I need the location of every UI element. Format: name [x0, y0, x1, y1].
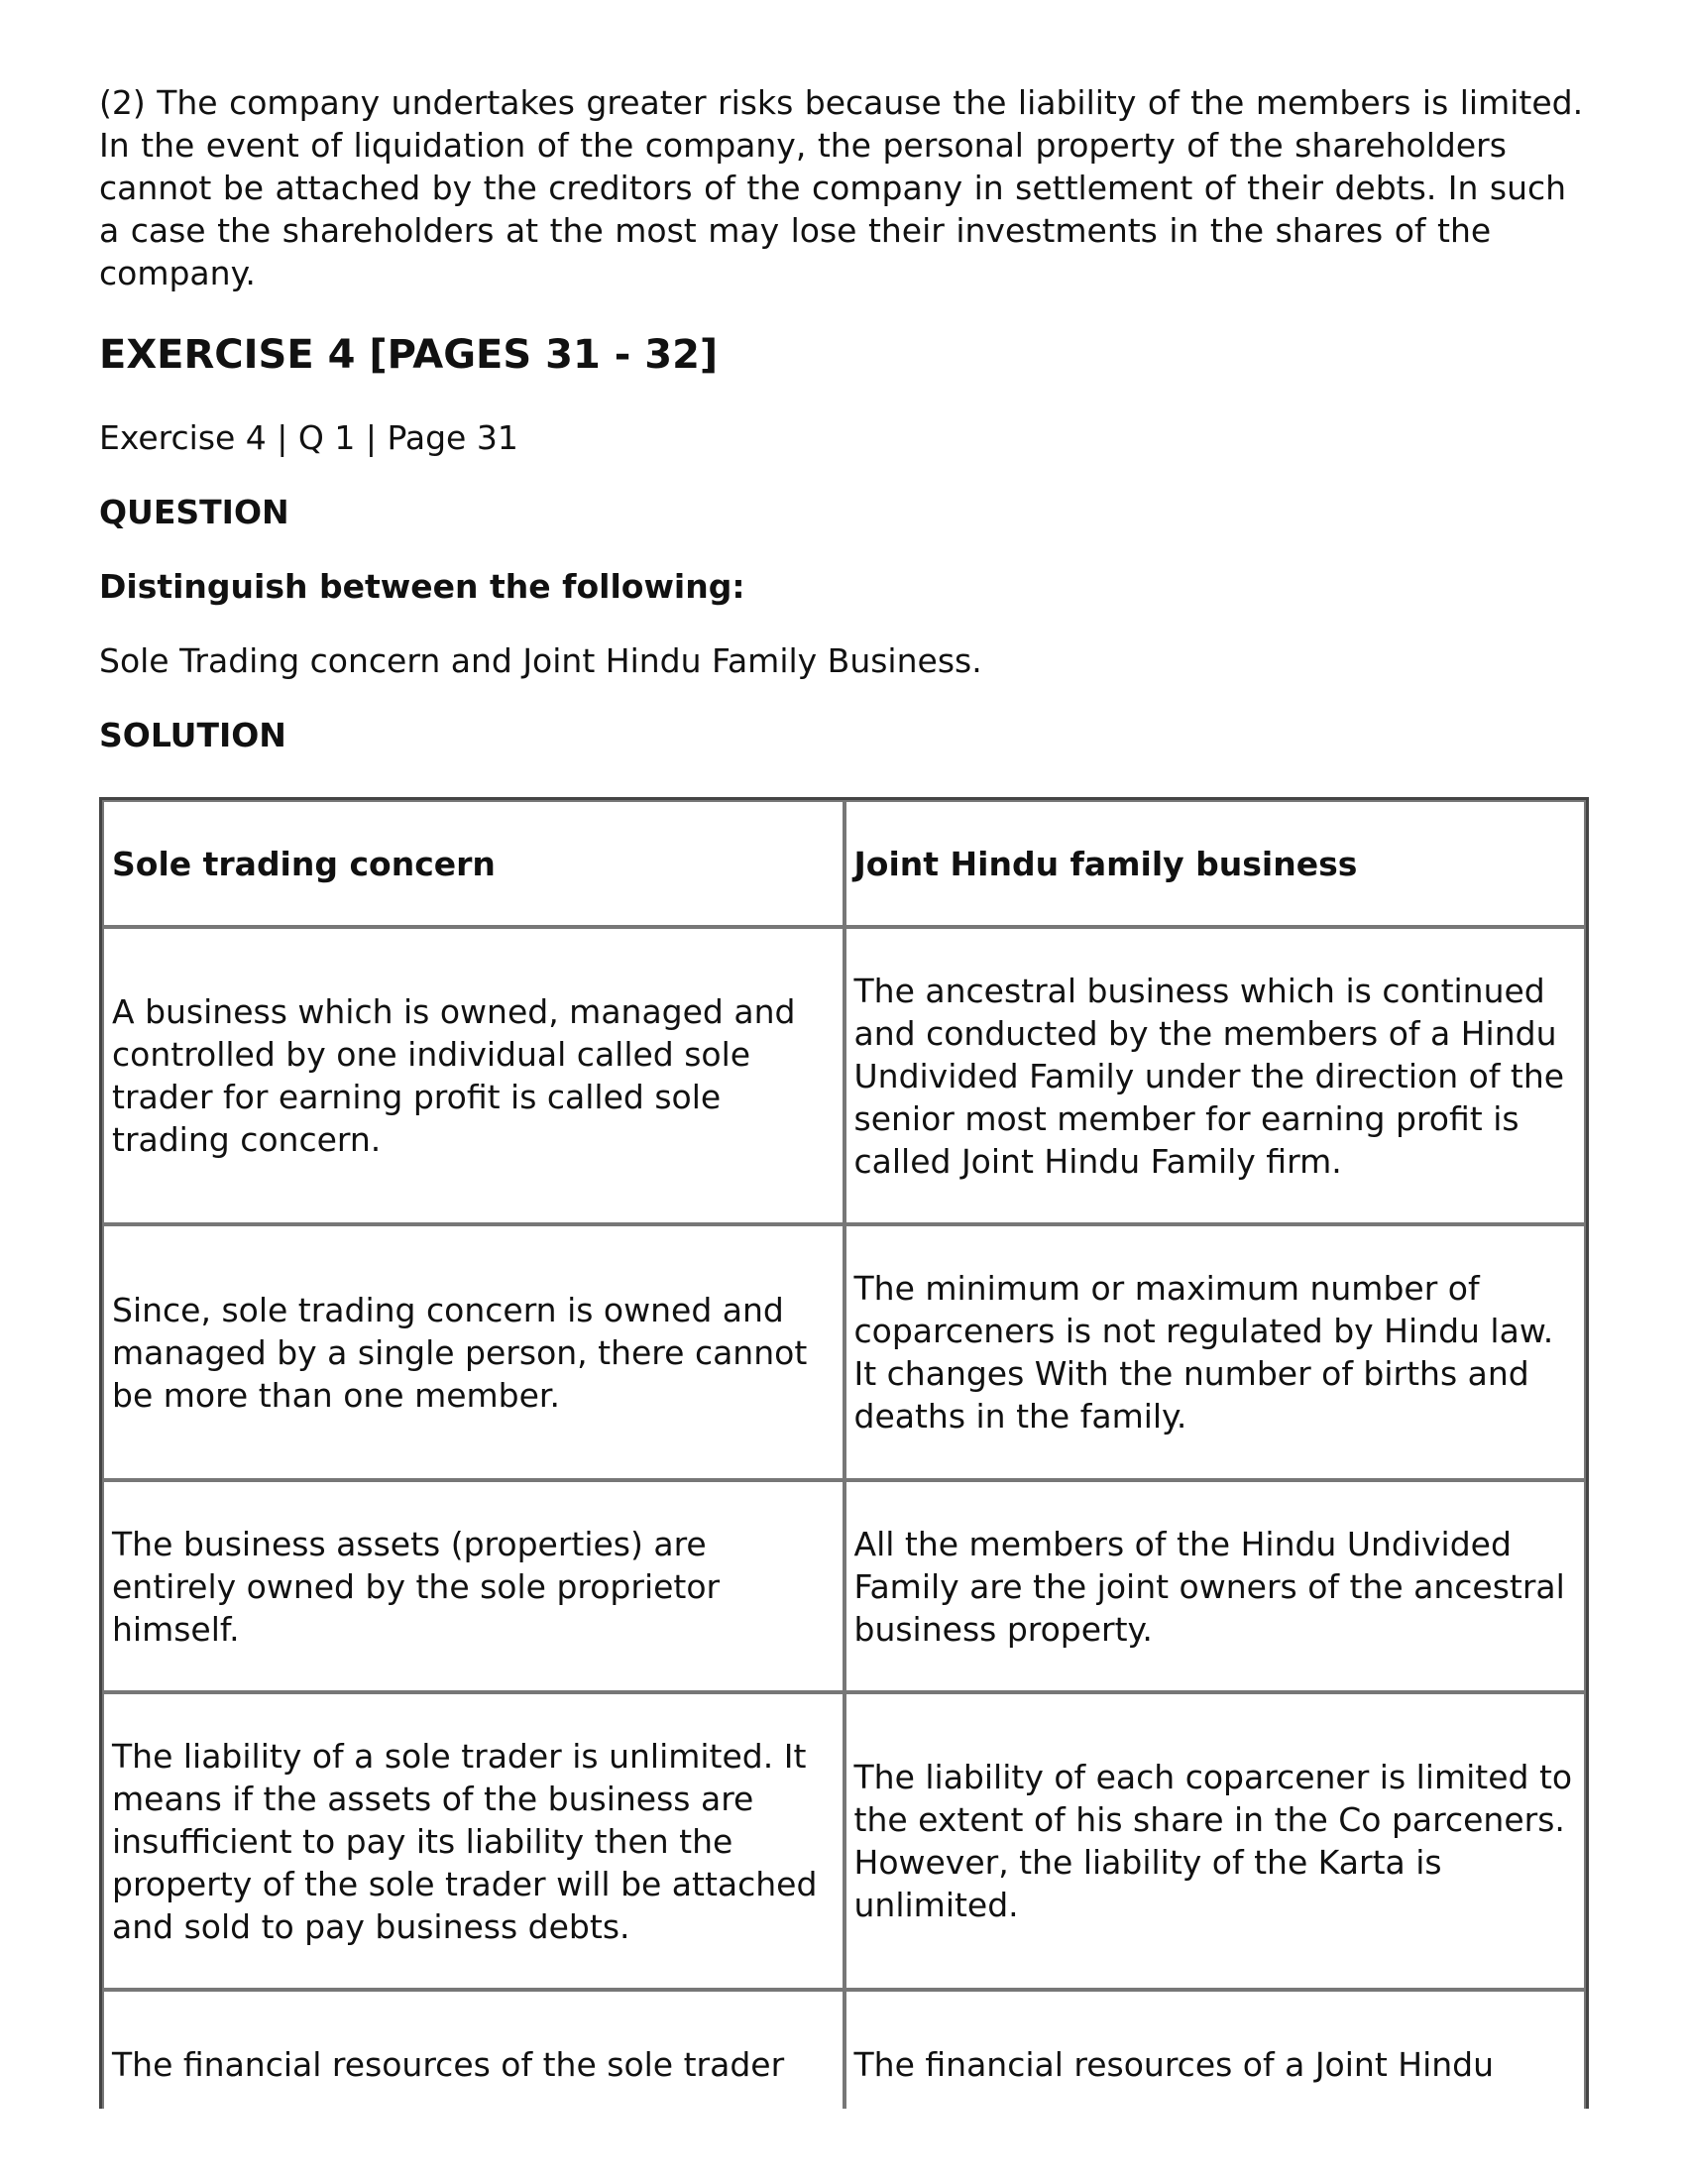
table-cell: The financial resources of the sole trader [102, 1990, 844, 2109]
table-row [102, 1224, 1586, 1480]
table-cell: The ancestral business which is continued and conducted by the members of a Hindu Undivided Family under the direction of the senior most member for earning profit is called Joint Hindu Family firm. [844, 927, 1587, 1224]
document-page [99, 81, 1586, 2084]
header-sole-trading: Sole trading concern [102, 800, 844, 927]
header-joint-hindu-family: Joint Hindu family business [844, 800, 1587, 927]
intro-paragraph: (2) The company undertakes greater risks because the liability of the members is limited. In the event of liquidation of the company, the personal property of the shareholders cannot be attached by the creditors of the company in settlement of their debts. In such a case the shareholders at the most may lose their investments in the shares of the company. [99, 83, 1584, 292]
exercise-heading: EXERCISE 4 [PAGES 31 - 32] [99, 332, 719, 378]
solution-label: SOLUTION [99, 716, 286, 754]
table-cell: The financial resources of a Joint Hindu [844, 1990, 1587, 2109]
table-row [102, 1990, 1586, 2109]
table-header-row [102, 800, 1586, 927]
table-cell: The business assets (properties) are entirely owned by the sole proprietor himself. [102, 1480, 844, 1692]
table-cell: Since, sole trading concern is owned and managed by a single person, there cannot be more than one member. [102, 1224, 844, 1480]
question-label: QUESTION [99, 493, 289, 531]
question-instruction: Distinguish between the following: [99, 567, 745, 606]
question-reference: Exercise 4 | Q 1 | Page 31 [99, 418, 518, 457]
table-cell: The minimum or maximum number of coparceners is not regulated by Hindu law. It changes With the number of births and deaths in the family. [844, 1224, 1587, 1480]
comparison-table [99, 797, 1589, 2109]
table-cell: The liability of each coparcener is limited to the extent of his share in the Co parceners. However, the liability of the Karta is unlimited. [844, 1692, 1587, 1990]
table-cell: All the members of the Hindu Undivided Family are the joint owners of the ancestral business property. [844, 1480, 1587, 1692]
question-text: Sole Trading concern and Joint Hindu Family Business. [99, 641, 982, 680]
table-row [102, 1480, 1586, 1692]
table-cell: A business which is owned, managed and controlled by one individual called sole trader for earning profit is called sole trading concern. [102, 927, 844, 1224]
table-cell: The liability of a sole trader is unlimited. It means if the assets of the business are insufficient to pay its liability then the property of the sole trader will be attached and sold to pay business debts. [102, 1692, 844, 1990]
table-row [102, 927, 1586, 1224]
table-row [102, 1692, 1586, 1990]
